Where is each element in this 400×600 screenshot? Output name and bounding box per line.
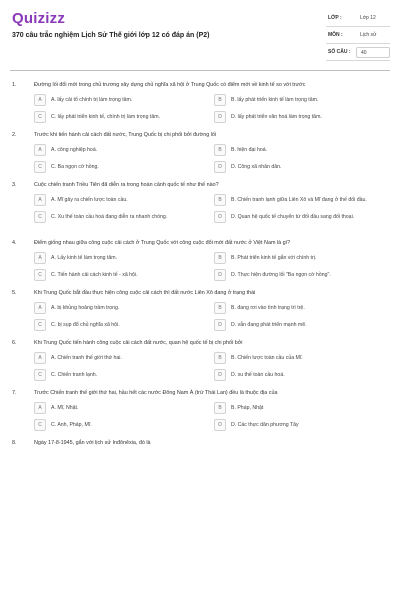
meta-label: LỚP : bbox=[328, 15, 342, 21]
option-letter-box[interactable]: D bbox=[214, 269, 226, 281]
answer-option[interactable] bbox=[34, 369, 210, 381]
option-letter-box[interactable]: A bbox=[34, 94, 46, 106]
option-letter-box[interactable]: B bbox=[214, 144, 226, 156]
answer-option[interactable] bbox=[34, 319, 210, 331]
option-text: B. lấy phát triển kinh tế làm trọng tâm. bbox=[231, 97, 319, 103]
meta-row-subject bbox=[326, 27, 390, 44]
option-text: C. Tiến hành cải cách kinh tế - xã hội. bbox=[51, 272, 138, 278]
option-text: D. Thực hiện đường lối "Ba ngọn cờ hồng". bbox=[231, 272, 331, 278]
question-header bbox=[0, 178, 400, 194]
option-letter-box[interactable]: D bbox=[214, 369, 226, 381]
answer-options bbox=[34, 144, 390, 173]
option-letter-box[interactable]: C bbox=[34, 369, 46, 381]
option-letter-box[interactable]: B bbox=[214, 302, 226, 314]
worksheet-title: 370 câu trắc nghiệm Lịch Sử Thế giới lớp 12 có đáp án (P2) bbox=[12, 32, 210, 39]
answer-option[interactable] bbox=[34, 269, 210, 281]
option-text: D. Công xã nhân dân. bbox=[231, 164, 282, 170]
answer-option[interactable] bbox=[214, 319, 390, 331]
answer-option[interactable] bbox=[34, 111, 210, 123]
option-letter-box[interactable]: C bbox=[34, 111, 46, 123]
answer-option[interactable] bbox=[34, 302, 210, 314]
meta-label: SỐ CÂU : bbox=[328, 49, 351, 55]
option-text: B. Chiến tranh lạnh giữa Liên Xô và Mĩ đang ở thế đối đầu. bbox=[231, 197, 367, 203]
answer-option[interactable] bbox=[34, 94, 210, 106]
option-text: B. Phát triển kinh tế gắn với chính trị. bbox=[231, 255, 317, 261]
answer-option[interactable] bbox=[214, 94, 390, 106]
answer-option[interactable] bbox=[214, 269, 390, 281]
question-item bbox=[0, 236, 400, 286]
answer-option[interactable] bbox=[214, 144, 390, 156]
option-letter-box[interactable]: B bbox=[214, 94, 226, 106]
answer-option[interactable] bbox=[214, 161, 390, 173]
question-item bbox=[0, 128, 400, 178]
question-number: 2. bbox=[12, 132, 17, 138]
option-text: C. lấy phát triển kinh tế, chính trị làm trọng tâm. bbox=[51, 114, 160, 120]
option-text: A. Mĩ gây ra chiến lược toàn cầu. bbox=[51, 197, 128, 203]
answer-options bbox=[34, 352, 390, 381]
option-text: C. Chiến tranh lạnh. bbox=[51, 372, 98, 378]
question-number: 6. bbox=[12, 340, 17, 346]
question-item bbox=[0, 178, 400, 236]
meta-value: Lịch sử bbox=[360, 32, 377, 38]
answer-option[interactable] bbox=[214, 352, 390, 364]
option-letter-box[interactable]: A bbox=[34, 402, 46, 414]
option-text: B. Pháp, Nhật bbox=[231, 405, 264, 411]
question-number: 1. bbox=[12, 82, 17, 88]
option-text: C. Anh, Pháp, Mĩ. bbox=[51, 422, 92, 428]
option-text: D. vẫn đang phát triển mạnh mẽ. bbox=[231, 322, 307, 328]
quizizz-logo: Quizizz bbox=[12, 10, 66, 27]
answer-option[interactable] bbox=[214, 194, 390, 206]
question-text: Cuộc chiến tranh Triều Tiên đã diễn ra trong hoàn cảnh quốc tế như thế nào? bbox=[34, 182, 219, 188]
answer-options bbox=[34, 194, 390, 223]
option-text: A. Lấy kinh tế làm trọng tâm. bbox=[51, 255, 118, 261]
option-letter-box[interactable]: B bbox=[214, 402, 226, 414]
answer-options bbox=[34, 94, 390, 123]
question-item bbox=[0, 336, 400, 386]
question-item bbox=[0, 436, 400, 456]
answer-option[interactable] bbox=[214, 211, 390, 223]
option-letter-box[interactable]: C bbox=[34, 319, 46, 331]
question-text: Trước khi tiến hành cải cách đất nước, Trung Quốc bị chi phối bởi đường lối bbox=[34, 132, 217, 138]
meta-label: MÔN : bbox=[328, 32, 343, 38]
option-text: B. Chiến lược toàn cầu của Mĩ. bbox=[231, 355, 303, 361]
option-letter-box[interactable]: A bbox=[34, 352, 46, 364]
question-text: Trước Chiến tranh thế giới thứ hai, hầu hết các nước Đông Nam Á (trừ Thái Lan) đều là thuộc địa của bbox=[34, 390, 278, 396]
option-text: C. Xu thế toàn cầu hoá đang diễn ra nhanh chóng. bbox=[51, 214, 168, 220]
option-letter-box[interactable]: B bbox=[214, 194, 226, 206]
option-letter-box[interactable]: B bbox=[214, 252, 226, 264]
answer-option[interactable] bbox=[34, 194, 210, 206]
answer-options bbox=[34, 402, 390, 431]
meta-row-class bbox=[326, 10, 390, 27]
option-letter-box[interactable]: D bbox=[214, 419, 226, 431]
option-text: A. Chiến tranh thế giới thứ hai. bbox=[51, 355, 122, 361]
answer-option[interactable] bbox=[34, 252, 210, 264]
question-text: Khi Trung Quốc bắt đầu thực hiện công cuộc cải cách thì đất nước Liên Xô đang ở trạng thái bbox=[34, 290, 256, 296]
option-letter-box[interactable]: D bbox=[214, 161, 226, 173]
option-letter-box[interactable]: C bbox=[34, 211, 46, 223]
option-letter-box[interactable]: A bbox=[34, 144, 46, 156]
answer-option[interactable] bbox=[214, 302, 390, 314]
answer-option[interactable] bbox=[34, 402, 210, 414]
header-divider bbox=[10, 70, 390, 71]
answer-option[interactable] bbox=[34, 211, 210, 223]
worksheet-header bbox=[0, 0, 400, 70]
meta-value: 40 bbox=[356, 47, 390, 58]
question-header bbox=[0, 386, 400, 402]
answer-option[interactable] bbox=[214, 252, 390, 264]
answer-option[interactable] bbox=[214, 419, 390, 431]
answer-option[interactable] bbox=[214, 369, 390, 381]
option-letter-box[interactable]: D bbox=[214, 319, 226, 331]
answer-option[interactable] bbox=[214, 402, 390, 414]
answer-options bbox=[34, 302, 390, 331]
option-letter-box[interactable]: C bbox=[34, 161, 46, 173]
question-number: 4. bbox=[12, 240, 17, 246]
question-text: Điểm giống nhau giữa công cuộc cải cách ở Trung Quốc với công cuộc đổi mới đất nước ở Việt Nam là gì? bbox=[34, 240, 291, 246]
option-text: C. bị sụp đổ chủ nghĩa xã hội. bbox=[51, 322, 120, 328]
option-text: A. bị khủng hoảng trầm trọng. bbox=[51, 305, 120, 311]
option-letter-box[interactable]: B bbox=[214, 352, 226, 364]
question-header bbox=[0, 236, 400, 252]
question-header bbox=[0, 78, 400, 94]
option-text: B. đang rơi vào tình trạng trì trệ. bbox=[231, 305, 305, 311]
question-item bbox=[0, 78, 400, 128]
answer-option[interactable] bbox=[34, 161, 210, 173]
answer-option[interactable] bbox=[214, 111, 390, 123]
question-number: 3. bbox=[12, 182, 17, 188]
answer-option[interactable] bbox=[34, 352, 210, 364]
question-header bbox=[0, 436, 400, 452]
option-letter-box[interactable]: C bbox=[34, 419, 46, 431]
question-header bbox=[0, 128, 400, 144]
option-letter-box[interactable]: A bbox=[34, 194, 46, 206]
question-list bbox=[0, 78, 400, 456]
option-text: D. xu thế toàn cầu hoá. bbox=[231, 372, 285, 378]
question-number: 5. bbox=[12, 290, 17, 296]
option-text: A. lấy cải tổ chính trị làm trọng tâm. bbox=[51, 97, 133, 103]
option-letter-box[interactable]: C bbox=[34, 269, 46, 281]
question-text: Đường lối đổi mới trong chủ trương xây dựng chủ nghĩa xã hội ở Trung Quốc có điểm mới về kinh tế so với trước bbox=[34, 82, 306, 88]
meta-row-question-count bbox=[326, 44, 390, 61]
answer-option[interactable] bbox=[34, 419, 210, 431]
option-letter-box[interactable]: D bbox=[214, 211, 226, 223]
option-text: D. Các thực dân phương Tây bbox=[231, 422, 299, 428]
option-text: D. Quan hệ quốc tế chuyển từ đối đầu sang đối thoại. bbox=[231, 214, 355, 220]
meta-value: Lớp 12 bbox=[360, 15, 376, 21]
question-number: 8. bbox=[12, 440, 17, 446]
option-text: A. Mĩ, Nhật. bbox=[51, 405, 79, 411]
option-letter-box[interactable]: D bbox=[214, 111, 226, 123]
question-header bbox=[0, 286, 400, 302]
question-item bbox=[0, 286, 400, 336]
question-text: Khi Trung Quốc tiến hành công cuộc cải cách đất nước, quan hệ quốc tế bị chi phối bởi bbox=[34, 340, 243, 346]
question-number: 7. bbox=[12, 390, 17, 396]
question-text: Ngày 17-8-1945, gắn với lịch sử Inđônêxia, đó là bbox=[34, 440, 151, 446]
answer-options bbox=[34, 252, 390, 281]
option-text: C. Ba ngọn cờ hồng. bbox=[51, 164, 99, 170]
option-text: B. hiện đại hoá. bbox=[231, 147, 268, 153]
question-item bbox=[0, 386, 400, 436]
option-letter-box[interactable]: A bbox=[34, 302, 46, 314]
worksheet-meta bbox=[326, 10, 390, 61]
option-text: A. công nghiệp hoá. bbox=[51, 147, 98, 153]
option-letter-box[interactable]: A bbox=[34, 252, 46, 264]
option-text: D. lấy phát triển văn hoá làm trọng tâm. bbox=[231, 114, 322, 120]
answer-option[interactable] bbox=[34, 144, 210, 156]
question-header bbox=[0, 336, 400, 352]
